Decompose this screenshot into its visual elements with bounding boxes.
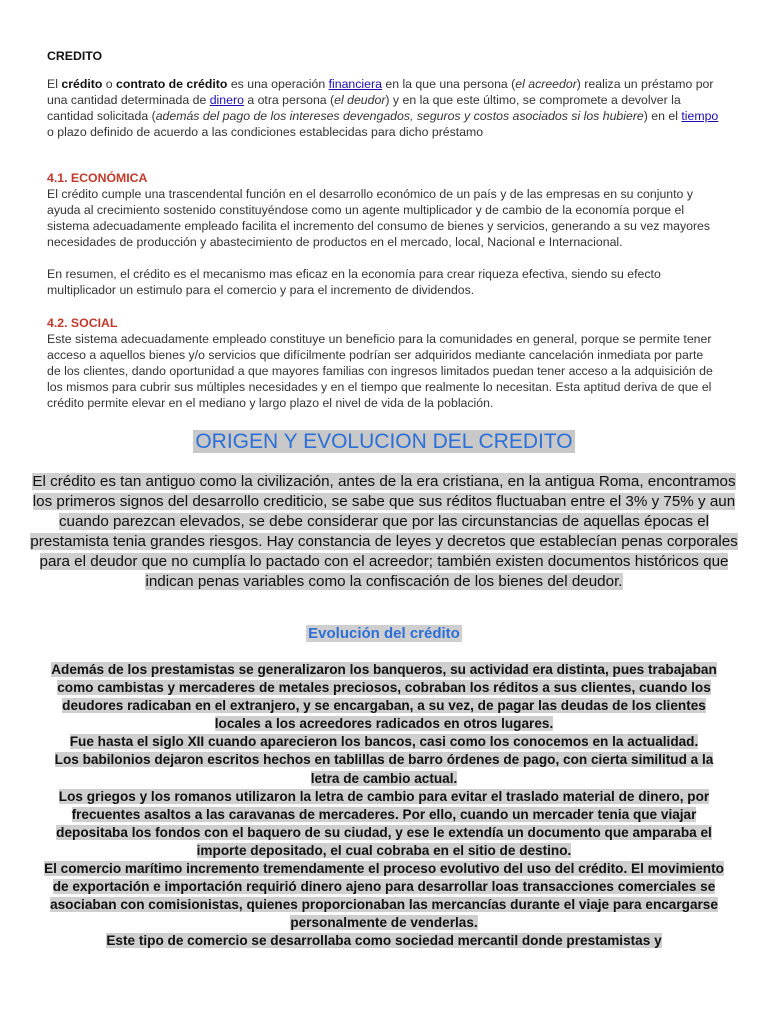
evolucion-body: [40, 661, 728, 951]
link-financiera[interactable]: financiera: [328, 77, 382, 91]
economica-heading: 4.1. ECONÓMICA: [47, 171, 148, 185]
link-dinero[interactable]: dinero: [209, 93, 244, 107]
evolucion-paragraph-1: Además de los prestamistas se generalizaron los banqueros, su actividad era distinta, pues trabajaban como cambistas y mercaderes de metales preciosos, cobraban los réditos a sus clientes, cuando los deudores radicaban en el extranjero, y se encargaban, a su vez, de pagar las deudas de los clientes locales a los acreedores radicados en otros lugares.: [51, 662, 717, 732]
origen-paragraph: El crédito es tan antiguo como la civilización, antes de la era cristiana, en la antigua Roma, encontramos los primeros signos del desarrollo crediticio, se sabe que sus réditos fluctuaban entre el 3% y 75% y aun cuando parezcan elevados, se debe considerar que por las circunstancias de aquellas épocas el prestamista tenia grandes riesgos. Hay constancia de leyes y decretos que establecían penas corporales para el deudor que no cumplía lo pactado con el acreedor; también existen documentos históricos que indican penas variables como la confiscación de los bienes del deudor.: [30, 473, 738, 590]
evolucion-paragraph-5: El comercio marítimo incremento tremendamente el proceso evolutivo del uso del crédito. El movimiento de exportación e importación requirió dinero ajeno para desarrollar loas transacciones comerciales se asociaban con comisionistas, quienes proporcionaban las mercancías durante el viaje para encargarse personalmente de venderlas.: [44, 861, 724, 931]
origen-title: ORIGEN Y EVOLUCION DEL CREDITO: [195, 430, 573, 453]
credito-paragraph: El crédito o contrato de crédito es una operación financiera en la que una persona (el acreedor) realiza un préstamo por una cantidad determinada de dinero a otra persona (el deudor) y en la que este último, se compromete a devolver la cantidad solicitada (además del pago de los intereses devengados, seguros y costos asociados si los hubiere) en el tiempo o plazo definido de acuerdo a las condiciones establecidas para dicho préstamo: [47, 77, 719, 139]
economica-paragraph-1: El crédito cumple una trascendental función en el desarrollo económico de un país y de las empresas en su conjunto y ayuda al crecimiento sostenido constituyéndose como un agente multiplicador y de cambio de la economía porque el sistema adecuadamente empleado facilita el incremento del consumo de bienes y servicios, generando a su vez mayores necesidades de producción y abastecimiento de productos en el mercado, local, Nacional e Internacional.: [47, 187, 711, 249]
social-paragraph: Este sistema adecuadamente empleado constituye un beneficio para la comunidades en general, porque se permite tener acceso a aquellos bienes y/o servicios que difícilmente podrían ser adquiridos mediante cancelación inmediata por parte de los clientes, dando oportunidad a que mayores familias con ingresos limitados puedan tener acceso a la adquisición de los mismos para cubrir sus múltiples necesidades y en el tiempo que realmente lo necesitan. Esta aptitud deriva de que el crédito permite elevar en el mediano y largo plazo el nivel de vida de la población.: [47, 332, 713, 410]
link-tiempo[interactable]: tiempo: [681, 109, 719, 123]
evolucion-paragraph-3: Los babilonios dejaron escritos hechos en tablillas de barro órdenes de pago, con cierta similitud a la letra de cambio actual.: [54, 752, 714, 786]
evolucion-title: Evolución del crédito: [308, 625, 460, 642]
evolucion-paragraph-4: Los griegos y los romanos utilizaron la letra de cambio para evitar el traslado material de dinero, por frecuentes asaltos a las caravanas de mercaderes. Por ello, cuando un mercader tenia que viajar depositaba los fondos con el baquero de su ciudad, y ese le extendía un documento que amparaba el importe depositado, el cual cobraba en el sitio de destino.: [56, 788, 712, 858]
social-heading: 4.2. SOCIAL: [47, 316, 118, 330]
evolucion-paragraph-2: Fue hasta el siglo XII cuando aparecieron los bancos, casi como los conocemos en la actualidad.: [69, 734, 699, 750]
economica-paragraph-2: En resumen, el crédito es el mecanismo mas eficaz en la economía para crear riqueza efectiva, siendo su efecto multiplicador un estimulo para el comercio y para el incremento de dividendos.: [47, 267, 661, 297]
credito-title: CREDITO: [47, 49, 103, 63]
evolucion-paragraph-6: Este tipo de comercio se desarrollaba como sociedad mercantil donde prestamistas y: [106, 933, 662, 949]
